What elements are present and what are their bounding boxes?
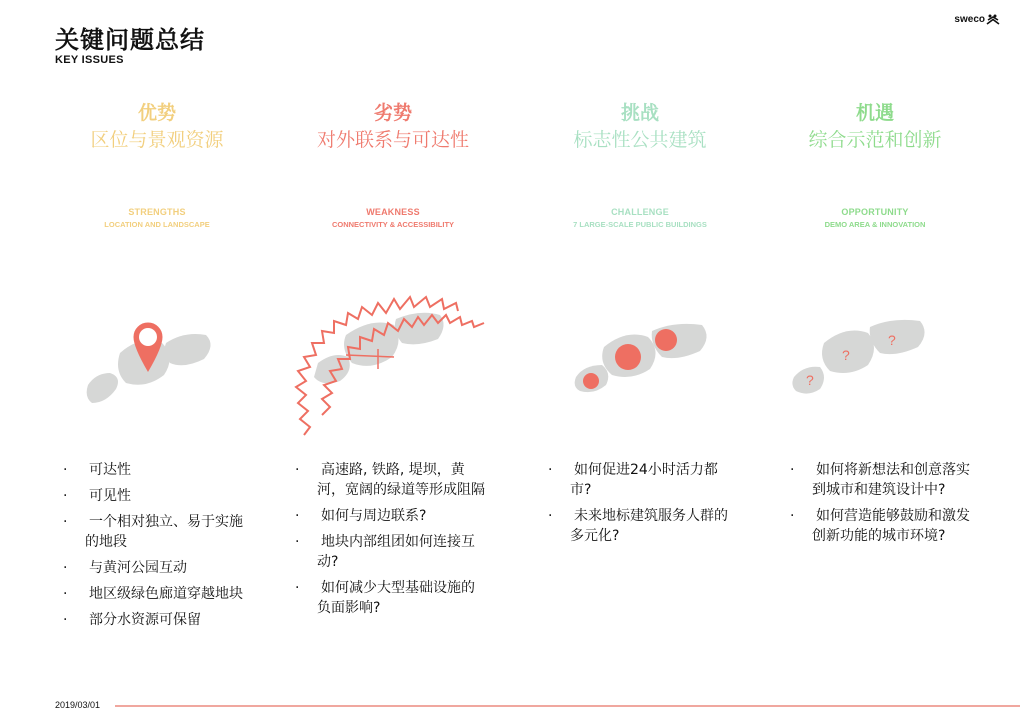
- column-en-title: STRENGTHS: [128, 207, 186, 217]
- footer-date: 2019/03/01: [55, 700, 101, 710]
- column-strengths: [42, 100, 272, 229]
- circles-icon: [570, 285, 720, 405]
- opportunity-bullets: [790, 460, 980, 552]
- list-item: · 如何促进24小时活力都市?: [548, 462, 718, 498]
- column-subheading: 标志性公共建筑: [573, 129, 707, 151]
- strengths-bullets: [63, 460, 253, 636]
- column-heading: 机遇: [855, 102, 894, 124]
- sweco-logo: [954, 13, 1000, 25]
- column-en-title: OPPORTUNITY: [841, 207, 909, 217]
- weakness-bullets: [295, 460, 485, 624]
- list-item: · 可见性: [63, 488, 131, 504]
- list-item: · 如何营造能够鼓励和激发创新功能的城市环境?: [790, 508, 970, 544]
- page-title: 关键问题总结: [55, 26, 205, 54]
- sweco-mark-icon: [986, 13, 1000, 25]
- column-en-subtitle: CONNECTIVITY & ACCESSIBILITY: [331, 220, 455, 229]
- list-item: · 未来地标建筑服务人群的多元化?: [548, 508, 728, 544]
- challenge-bullets: [548, 460, 738, 552]
- svg-text:?: ?: [842, 347, 850, 363]
- list-item: · 地区级绿色廊道穿越地块: [63, 586, 243, 602]
- list-item: · 如何将新想法和创意落实到城市和建筑设计中?: [790, 462, 970, 498]
- column-en-subtitle: LOCATION AND LANDSCAPE: [104, 220, 210, 229]
- column-en-title: CHALLENGE: [611, 207, 669, 217]
- column-subheading: 区位与景观资源: [90, 129, 224, 151]
- question-mark-icon: [788, 285, 938, 405]
- column-challenge: [525, 100, 755, 229]
- zigzag-barrier-icon: [290, 285, 490, 440]
- column-heading: 挑战: [620, 102, 659, 124]
- svg-text:?: ?: [888, 332, 896, 348]
- list-item: · 可达性: [63, 462, 131, 478]
- column-subheading: 综合示范和创新: [808, 129, 942, 151]
- list-item: · 一个相对独立、易于实施的地段: [63, 514, 243, 550]
- list-item: · 如何减少大型基础设施的负面影响?: [295, 580, 475, 616]
- logo-text: sweco: [954, 13, 985, 25]
- list-item: · 如何与周边联系?: [295, 508, 427, 524]
- column-weakness: [278, 100, 508, 229]
- column-heading: 优势: [137, 102, 176, 124]
- column-en-title: WEAKNESS: [366, 207, 420, 217]
- page-subtitle: KEY ISSUES: [55, 54, 124, 66]
- column-subheading: 对外联系与可达性: [316, 129, 469, 151]
- list-item: · 与黄河公园互动: [63, 560, 187, 576]
- list-item: · 部分水资源可保留: [63, 612, 201, 628]
- column-en-subtitle: DEMO AREA & INNOVATION: [824, 220, 926, 229]
- list-item: · 地块内部组团如何连接互动?: [295, 534, 475, 570]
- column-en-subtitle: 7 LARGE-SCALE PUBLIC BUILDINGS: [573, 220, 707, 229]
- list-item: · 高速路, 铁路, 堤坝，黄河，宽阔的绿道等形成阻隔: [295, 462, 485, 498]
- column-opportunity: [760, 100, 990, 229]
- svg-text:?: ?: [806, 372, 814, 388]
- footer-divider: [115, 705, 1020, 707]
- location-pin-icon: [80, 285, 230, 425]
- column-heading: 劣势: [373, 102, 412, 124]
